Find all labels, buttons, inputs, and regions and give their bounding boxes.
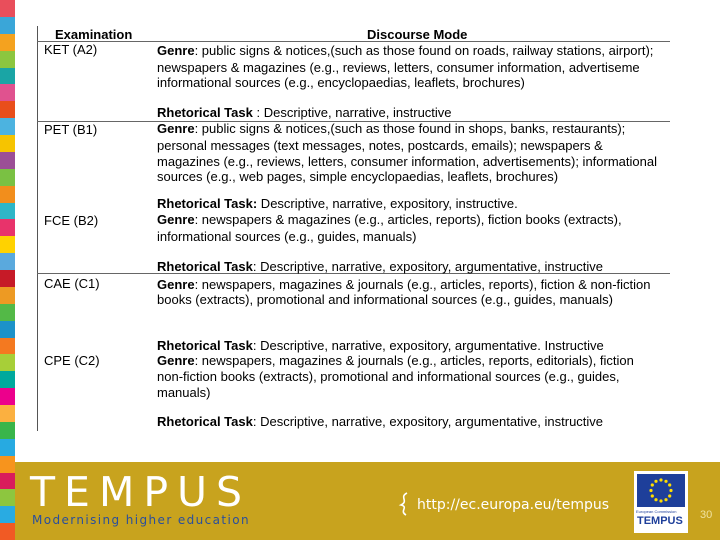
cpe-genre-line-3: manuals) xyxy=(157,385,211,400)
stripe-segment xyxy=(0,405,15,422)
cae-rhetorical-task: Rhetorical Task: Descriptive, narrative, expository, argumentative. Instructive xyxy=(157,338,604,353)
stripe-segment xyxy=(0,68,15,85)
column-header-discourse-mode: Discourse Mode xyxy=(367,27,468,42)
eu-flag-icon xyxy=(637,474,685,507)
ket-genre-line-2: newspapers & magazines (e.g., reviews, letters, consumer information, advertiseme xyxy=(157,60,640,75)
fce-genre: Genre: newspapers & magazines (e.g., articles, reports), fiction books (extracts), xyxy=(157,212,622,227)
swirl-icon xyxy=(397,491,411,517)
stripe-segment xyxy=(0,34,15,51)
tempus-footer-banner xyxy=(15,462,720,540)
pet-genre: Genre: public signs & notices,(such as those found in shops, banks, restaurants); xyxy=(157,121,626,136)
eu-tempus-logo xyxy=(634,471,688,533)
pet-genre-line-3: magazines (e.g., reviews, letters, consumer information, advertisements); informational xyxy=(157,154,657,169)
stripe-segment xyxy=(0,388,15,405)
ket-genre: Genre: public signs & notices,(such as those found on roads, railway stations, airport); xyxy=(157,43,654,58)
stripe-segment xyxy=(0,506,15,523)
stripe-segment xyxy=(0,118,15,135)
stripe-segment xyxy=(0,186,15,203)
pet-rhetorical-task: Rhetorical Task: Descriptive, narrative, expository, instructive. xyxy=(157,196,518,211)
stripe-segment xyxy=(0,101,15,118)
stripe-segment xyxy=(0,236,15,253)
exam-ket: KET (A2) xyxy=(44,42,98,57)
stripe-segment xyxy=(0,203,15,220)
cae-genre-line-2: books (extracts), promotional and informational sources (e.g., guides, manuals) xyxy=(157,292,613,307)
stripe-segment xyxy=(0,456,15,473)
exam-fce: FCE (B2) xyxy=(44,213,99,228)
eu-commission-label: European Commission xyxy=(636,509,677,514)
tempus-url-link[interactable]: http://ec.europa.eu/tempus xyxy=(417,497,610,513)
stripe-segment xyxy=(0,338,15,355)
stripe-segment xyxy=(0,304,15,321)
fce-genre-line-2: informational sources (e.g., guides, manuals) xyxy=(157,229,417,244)
ket-genre-line-3: informational sources (e.g., encyclopaedias, leaflets, brochures) xyxy=(157,75,525,90)
stripe-segment xyxy=(0,135,15,152)
pet-genre-line-2: personal messages (text messages, notes, postcards, emails); newspapers & xyxy=(157,138,603,153)
stripe-segment xyxy=(0,270,15,287)
stripe-segment xyxy=(0,253,15,270)
stripe-segment xyxy=(0,321,15,338)
stripe-segment xyxy=(0,287,15,304)
column-header-examination: Examination xyxy=(55,27,133,42)
cae-genre: Genre: newspapers, magazines & journals (e.g., articles, reports), fiction & non-fiction xyxy=(157,277,651,292)
page-number: 30 xyxy=(700,509,713,521)
tempus-tagline: Modernising higher education xyxy=(32,513,251,527)
stripe-segment xyxy=(0,422,15,439)
stripe-segment xyxy=(0,439,15,456)
stripe-segment xyxy=(0,17,15,34)
eu-tempus-label: TEMPUS xyxy=(637,515,683,527)
stripe-segment xyxy=(0,473,15,490)
cpe-genre: Genre: newspapers, magazines & journals (e.g., articles, reports, editorials), fiction xyxy=(157,353,634,368)
stripe-segment xyxy=(0,51,15,68)
cpe-genre-line-2: non-fiction books (extracts), promotional and informational sources (e.g., guides, xyxy=(157,369,620,384)
stripe-segment xyxy=(0,219,15,236)
pet-genre-line-4: sources (e.g., web pages, simple encyclopaedias, leaflets, brochures) xyxy=(157,169,559,184)
cpe-rhetorical-task: Rhetorical Task: Descriptive, narrative, expository, argumentative, instructive xyxy=(157,414,604,429)
stripe-segment xyxy=(0,0,15,17)
stripe-segment xyxy=(0,354,15,371)
stripe-segment xyxy=(0,489,15,506)
discourse-mode-table xyxy=(37,26,670,431)
exam-pet: PET (B1) xyxy=(44,122,98,137)
stripe-segment xyxy=(0,523,15,540)
table-left-border xyxy=(37,26,38,431)
fce-rhetorical-task: Rhetorical Task: Descriptive, narrative, expository, argumentative, instructive xyxy=(157,259,604,274)
exam-cpe: CPE (C2) xyxy=(44,353,100,368)
exam-cae: CAE (C1) xyxy=(44,276,100,291)
tempus-logo-text: TEMPUS xyxy=(30,468,252,516)
stripe-segment xyxy=(0,169,15,186)
stripe-segment xyxy=(0,371,15,388)
ket-rhetorical-task: Rhetorical Task : Descriptive, narrative, instructive xyxy=(157,105,452,120)
color-stripe xyxy=(0,0,15,540)
stripe-segment xyxy=(0,152,15,169)
stripe-segment xyxy=(0,84,15,101)
eu-stars-icon xyxy=(637,474,685,507)
